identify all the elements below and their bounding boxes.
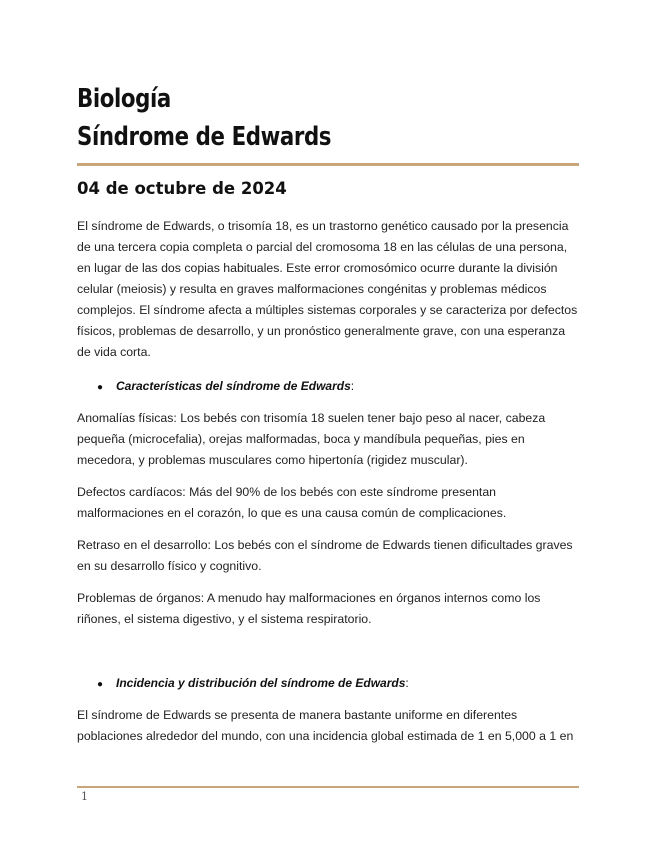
bullet-dot-icon: ● — [97, 382, 104, 393]
paragraph-organ-problems: Problemas de órganos: A menudo hay malformaciones en órganos internos como los riñones, el sistema digestivo, y el sistema respiratorio. — [77, 591, 541, 626]
section-bullet-characteristics — [97, 376, 354, 398]
page-number: 1 — [81, 790, 88, 803]
section-bullet-incidence — [97, 673, 409, 695]
bullet-heading: Características del síndrome de Edwards — [116, 379, 351, 393]
bullet-suffix: : — [405, 676, 409, 690]
header-divider — [77, 163, 579, 166]
footer-divider — [77, 786, 579, 788]
subject-heading: Biología — [77, 84, 171, 114]
bullet-suffix: : — [350, 379, 355, 393]
document-title-block — [77, 80, 503, 156]
page-title: Síndrome de Edwards — [77, 122, 332, 152]
bullet-dot-icon: ● — [97, 679, 104, 690]
intro-paragraph: El síndrome de Edwards, o trisomía 18, es un trastorno genético causado por la presencia de una tercera copia completa o parcial del cromosoma 18 en las células de una persona, en lugar de las dos copias habituales. Este error cromosómico ocurre durante la división celular (meiosis) y resulta en graves malformaciones congénitas y problemas médicos complejos. El síndrome afecta a múltiples sistemas corporales y se caracteriza por defectos físicos, problemas de desarrollo, y un pronóstico generalmente grave, con una esperanza de vida corta. — [77, 219, 578, 359]
paragraph-cardiac-defects: Defectos cardíacos: Más del 90% de los bebés con este síndrome presentan malformaciones en el corazón, lo que es una causa común de complicaciones. — [77, 485, 507, 520]
paragraph-incidence: El síndrome de Edwards se presenta de manera bastante uniforme en diferentes poblaciones alrededor del mundo, con una incidencia global estimada de 1 en 5,000 a 1 en — [77, 708, 574, 743]
paragraph-development-delay: Retraso en el desarrollo: Los bebés con el síndrome de Edwards tienen dificultades graves en su desarrollo físico y cognitivo. — [77, 538, 573, 573]
bullet-heading: Incidencia y distribución del síndrome de Edwards — [116, 676, 406, 690]
paragraph-physical-anomalies: Anomalías físicas: Los bebés con trisomía 18 suelen tener bajo peso al nacer, cabeza pequeña (microcefalia), orejas malformadas, boca y mandíbula pequeñas, pies en mecedora, y problemas musculares como hipertonía (rigidez muscular). — [77, 411, 546, 467]
document-date: 04 de octubre de 2024 — [77, 179, 287, 198]
